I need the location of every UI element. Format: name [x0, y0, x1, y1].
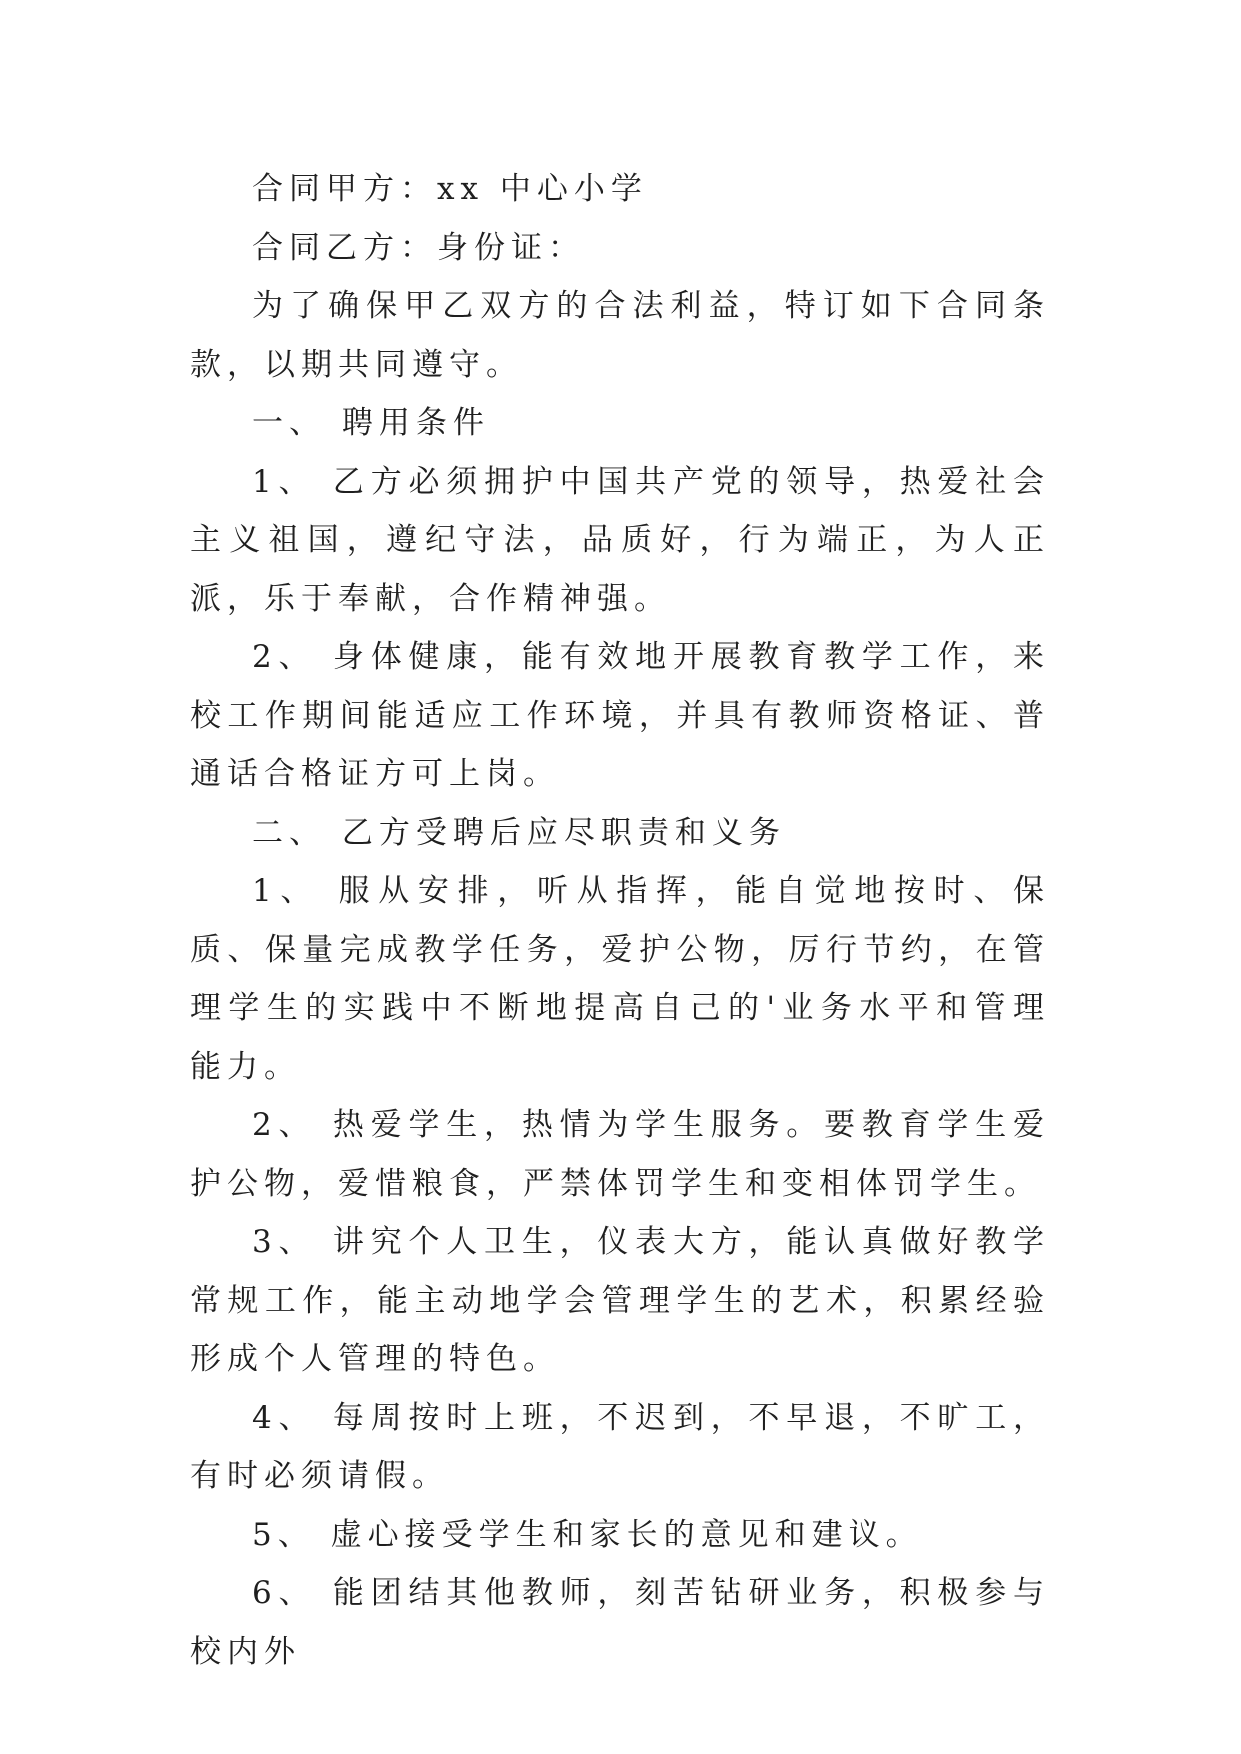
- clause-2-4: 4、 每周按时上班，不迟到，不早退，不旷工，有时必须请假。: [190, 1399, 1050, 1494]
- clause-2-3: 3、 讲究个人卫生，仪表大方，能认真做好教学常规工作，能主动地学会管理学生的艺术，积累经验形成个人管理的特色。: [190, 1224, 1050, 1377]
- section-heading-duties: 二、 乙方受聘后应尽职责和义务: [252, 814, 786, 851]
- clause-1-2: 2、 身体健康，能有效地开展教育教学工作，来校工作期间能适应工作环境，并具有教师资格证、普通话合格证方可上岗。: [190, 639, 1050, 792]
- preamble-paragraph: 为了确保甲乙双方的合法利益，特订如下合同条款，以期共同遵守。: [190, 288, 1050, 383]
- clause-2-5: 5、 虚心接受学生和家长的意见和建议。: [252, 1516, 923, 1553]
- party-a-line: 合同甲方：xx 中心小学: [252, 171, 648, 207]
- clause-2-2: 2、 热爱学生，热情为学生服务。要教育学生爱护公物，爱惜粮食，严禁体罚学生和变相体罚学生。: [190, 1107, 1050, 1202]
- section-heading-hiring-conditions: 一、 聘用条件: [252, 405, 490, 441]
- clause-2-1: 1、 服从安排，听从指挥，能自觉地按时、保质、保量完成教学任务，爱护公物，厉行节约，在管理学生的实践中不断地提高自己的'业务水平和管理能力。: [190, 873, 1050, 1085]
- clause-1-1: 1、 乙方必须拥护中国共产党的领导，热爱社会主义祖国，遵纪守法，品质好，行为端正，为人正派，乐于奉献，合作精神强。: [190, 463, 1050, 617]
- party-b-line: 合同乙方：身份证：: [252, 229, 585, 266]
- clause-2-6: 6、 能团结其他教师，刻苦钻研业务，积极参与校内外: [190, 1575, 1050, 1670]
- document-page: [190, 160, 1050, 1681]
